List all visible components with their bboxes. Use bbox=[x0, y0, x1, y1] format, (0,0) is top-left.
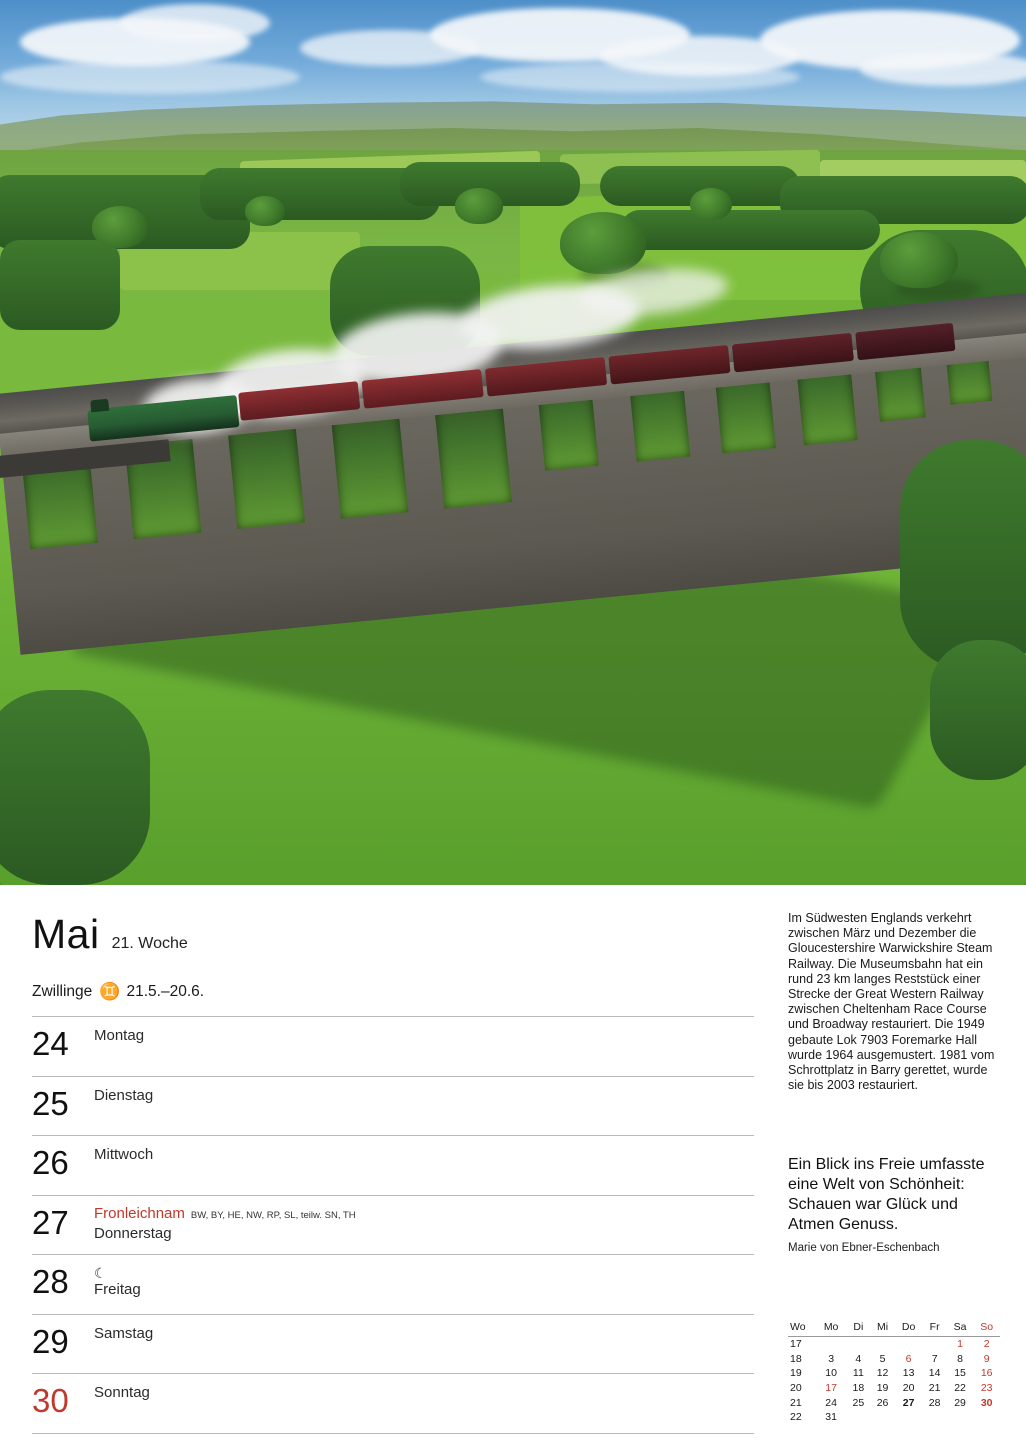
date-cell: 26 bbox=[876, 1396, 889, 1409]
table-row bbox=[788, 1381, 1000, 1396]
date-cell: 12 bbox=[876, 1367, 889, 1380]
cloud bbox=[860, 52, 1026, 86]
col-tue: Di bbox=[846, 1320, 870, 1337]
quote-author: Marie von Ebner-Eschenbach bbox=[788, 1242, 940, 1255]
zodiac-row bbox=[32, 982, 754, 1002]
week-cell: 18 bbox=[790, 1352, 802, 1365]
weekday-name: Mittwoch bbox=[94, 1146, 154, 1163]
date-cell: 19 bbox=[876, 1382, 889, 1395]
calendar-section bbox=[0, 885, 1026, 1456]
mini-calendar-table bbox=[788, 1320, 1000, 1425]
carriage bbox=[485, 357, 607, 397]
date-cell: 30 bbox=[980, 1396, 993, 1409]
day-number: 28 bbox=[32, 1263, 69, 1300]
week-cell: 19 bbox=[790, 1367, 802, 1380]
date-cell bbox=[870, 1337, 894, 1352]
date-cell: 23 bbox=[980, 1382, 993, 1395]
day-row bbox=[32, 1077, 754, 1137]
date-cell: 22 bbox=[954, 1382, 966, 1395]
date-cell: 1 bbox=[957, 1338, 963, 1351]
date-cell: 2 bbox=[983, 1338, 990, 1351]
date-cell: 16 bbox=[980, 1367, 993, 1380]
info-column bbox=[788, 911, 996, 1254]
weekday-name: Sonntag bbox=[94, 1384, 150, 1401]
gemini-icon: ♊ bbox=[99, 982, 120, 1001]
quote-text: Ein Blick ins Freie umfasste eine Welt von Schönheit: Schauen war Glück und Atmen Genuss. bbox=[788, 1156, 985, 1234]
tree bbox=[245, 196, 285, 226]
week-cell: 17 bbox=[790, 1338, 802, 1351]
week-cell: 22 bbox=[790, 1411, 802, 1424]
col-fri: Fr bbox=[923, 1320, 947, 1337]
date-cell: 29 bbox=[954, 1396, 966, 1409]
day-row bbox=[32, 1374, 754, 1434]
date-cell: 14 bbox=[928, 1367, 941, 1380]
zodiac-range: 21.5.–20.6. bbox=[126, 983, 205, 1000]
weekday-name: Dienstag bbox=[94, 1086, 154, 1104]
week-column bbox=[32, 911, 754, 1434]
date-cell: 28 bbox=[928, 1396, 941, 1409]
table-row bbox=[788, 1410, 1000, 1425]
moon-phase-icon: ☾ bbox=[94, 1265, 107, 1281]
date-cell bbox=[973, 1410, 1000, 1425]
holiday-states: BW, BY, HE, NW, RP, SL, teilw. SN, TH bbox=[190, 1209, 356, 1221]
day-labels bbox=[94, 1136, 754, 1163]
tree-line bbox=[900, 440, 1026, 670]
date-cell: 4 bbox=[855, 1352, 862, 1365]
mini-calendar-body bbox=[788, 1337, 1000, 1425]
table-row bbox=[788, 1366, 1000, 1381]
table-row bbox=[788, 1352, 1000, 1367]
tree-line bbox=[930, 640, 1026, 780]
week-cell: 20 bbox=[790, 1382, 802, 1395]
day-number: 27 bbox=[32, 1203, 69, 1241]
day-number: 24 bbox=[32, 1025, 69, 1062]
day-number: 30 bbox=[32, 1382, 69, 1419]
col-sun: So bbox=[973, 1320, 1000, 1337]
photo-caption: Im Südwesten Englands verkehrt zwischen März und Dezember die Gloucestershire Warwickshire Steam Railway. Die Museumsbahn hat ein rund 23 km langes Reststück einer Strecke der Great Western Railway zwischen Cheltenham Race Course und Broadway restauriert. Die 1949 gebaute Lok 7903 Foremarke Hall wurde 1964 ausgemustert. 1981 vom Schrottplatz in Barry gerettet, wurde sie bis 2003 restauriert. bbox=[788, 911, 995, 1093]
date-cell bbox=[947, 1410, 974, 1425]
date-cell: 9 bbox=[983, 1352, 990, 1365]
holiday-line bbox=[94, 1206, 754, 1224]
date-cell: 10 bbox=[825, 1367, 837, 1380]
cloud bbox=[0, 60, 300, 94]
col-sat: Sa bbox=[947, 1320, 974, 1337]
day-number: 29 bbox=[32, 1322, 69, 1360]
day-row bbox=[32, 1136, 754, 1196]
table-row bbox=[788, 1395, 1000, 1410]
date-cell bbox=[816, 1337, 846, 1352]
tree-line bbox=[0, 690, 150, 885]
date-cell: 13 bbox=[902, 1367, 915, 1380]
date-cell: 25 bbox=[852, 1396, 865, 1409]
day-list bbox=[32, 1016, 754, 1434]
locomotive bbox=[87, 395, 239, 441]
tree bbox=[455, 188, 503, 224]
day-labels bbox=[94, 1077, 754, 1104]
date-cell bbox=[923, 1410, 947, 1425]
day-labels bbox=[94, 1315, 754, 1342]
date-cell bbox=[923, 1337, 947, 1352]
mini-calendar-header-row bbox=[788, 1320, 1000, 1337]
date-cell bbox=[895, 1337, 923, 1352]
day-row bbox=[32, 1017, 754, 1077]
weekday-name: Donnerstag bbox=[94, 1224, 172, 1242]
date-cell: 3 bbox=[828, 1352, 835, 1365]
cloud bbox=[120, 4, 270, 42]
week-number: 21. Woche bbox=[111, 935, 188, 952]
mini-month-calendar bbox=[788, 1320, 1000, 1425]
holiday-name: Fronleichnam bbox=[94, 1204, 185, 1222]
day-labels bbox=[94, 1255, 754, 1298]
day-labels bbox=[94, 1374, 754, 1401]
tree bbox=[560, 212, 646, 274]
day-number: 26 bbox=[32, 1144, 69, 1181]
date-cell: 27 bbox=[902, 1396, 915, 1409]
weekday-name: Freitag bbox=[94, 1281, 141, 1298]
month-name: Mai bbox=[32, 911, 100, 957]
col-week: Wo bbox=[788, 1320, 816, 1337]
date-cell: 8 bbox=[957, 1352, 963, 1365]
carriage bbox=[608, 345, 730, 385]
cloud bbox=[480, 62, 800, 92]
col-wed: Mi bbox=[870, 1320, 894, 1337]
date-cell: 31 bbox=[825, 1411, 837, 1424]
tree bbox=[690, 188, 732, 220]
table-row bbox=[788, 1337, 1000, 1352]
carriage bbox=[732, 333, 854, 373]
date-cell: 15 bbox=[954, 1367, 966, 1380]
date-cell: 18 bbox=[852, 1382, 865, 1395]
date-cell: 17 bbox=[825, 1382, 837, 1395]
weekday-name: Samstag bbox=[94, 1324, 154, 1342]
week-cell: 21 bbox=[790, 1396, 802, 1409]
tree-line bbox=[620, 210, 880, 250]
date-cell: 11 bbox=[852, 1367, 864, 1380]
tree bbox=[92, 206, 148, 248]
month-header bbox=[32, 911, 754, 958]
day-row bbox=[32, 1255, 754, 1315]
col-thu: Do bbox=[895, 1320, 923, 1337]
col-mon: Mo bbox=[816, 1320, 846, 1337]
date-cell bbox=[846, 1410, 870, 1425]
date-cell bbox=[895, 1410, 923, 1425]
day-labels bbox=[94, 1017, 754, 1044]
day-row bbox=[32, 1315, 754, 1375]
zodiac-name: Zwillinge bbox=[32, 983, 93, 1000]
date-cell: 20 bbox=[902, 1382, 915, 1395]
date-cell: 21 bbox=[928, 1382, 941, 1395]
weekday-name: Montag bbox=[94, 1027, 145, 1044]
day-number: 25 bbox=[32, 1084, 69, 1122]
date-cell bbox=[846, 1337, 870, 1352]
date-cell bbox=[870, 1410, 894, 1425]
day-row bbox=[32, 1196, 754, 1256]
date-cell: 5 bbox=[879, 1352, 886, 1365]
tree-line bbox=[0, 240, 120, 330]
date-cell: 24 bbox=[825, 1396, 837, 1409]
carriage bbox=[855, 323, 955, 360]
date-cell: 7 bbox=[931, 1352, 938, 1365]
day-labels bbox=[94, 1196, 754, 1242]
date-cell: 6 bbox=[905, 1352, 912, 1365]
tree bbox=[880, 232, 958, 288]
